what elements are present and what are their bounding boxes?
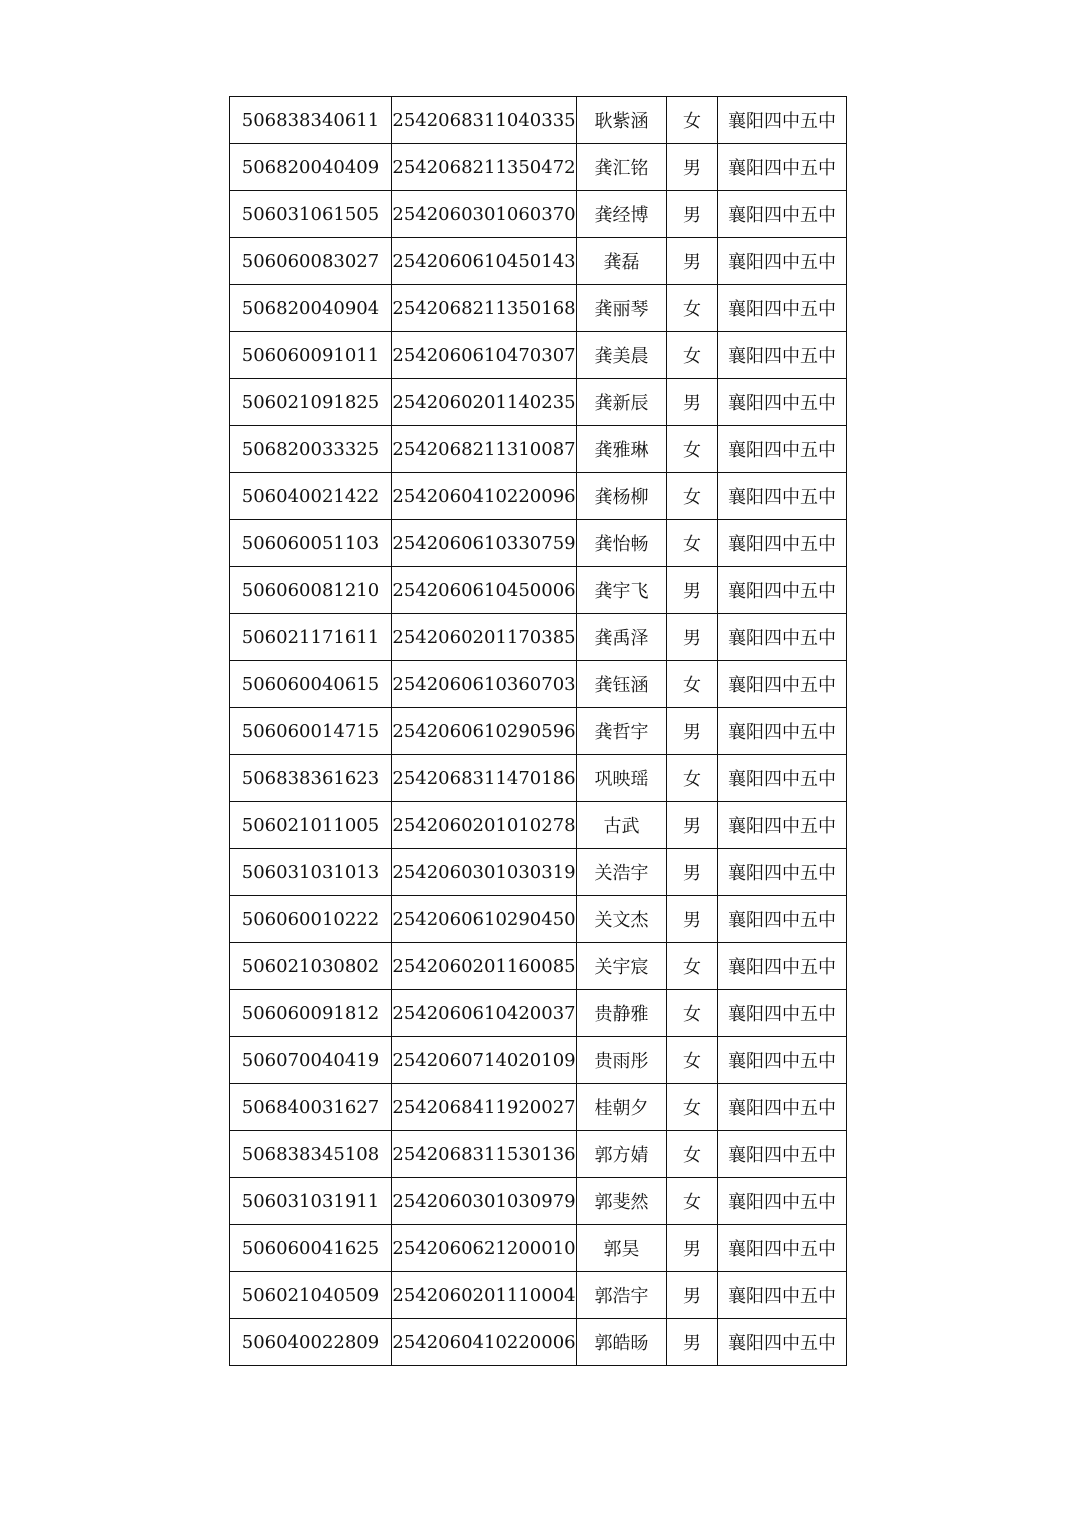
gender-cell: 男 bbox=[667, 1319, 718, 1366]
student-name-cell: 龚经博 bbox=[577, 191, 667, 238]
gender-cell: 女 bbox=[667, 1131, 718, 1178]
gender-cell: 女 bbox=[667, 943, 718, 990]
student-name-cell: 龚磊 bbox=[577, 238, 667, 285]
student-name-cell: 龚雅琳 bbox=[577, 426, 667, 473]
registration-number-cell: 2542060201170385 bbox=[392, 614, 577, 661]
registration-number-cell: 2542060410220006 bbox=[392, 1319, 577, 1366]
exam-number-cell: 506021171611 bbox=[230, 614, 392, 661]
gender-cell: 女 bbox=[667, 661, 718, 708]
exam-number-cell: 506838361623 bbox=[230, 755, 392, 802]
registration-number-cell: 2542060410220096 bbox=[392, 473, 577, 520]
exam-number-cell: 506021091825 bbox=[230, 379, 392, 426]
student-name-cell: 龚钰涵 bbox=[577, 661, 667, 708]
gender-cell: 男 bbox=[667, 802, 718, 849]
gender-cell: 男 bbox=[667, 896, 718, 943]
student-name-cell: 贵雨彤 bbox=[577, 1037, 667, 1084]
gender-cell: 男 bbox=[667, 1272, 718, 1319]
student-name-cell: 龚怡畅 bbox=[577, 520, 667, 567]
gender-cell: 男 bbox=[667, 1225, 718, 1272]
exam-number-cell: 506031061505 bbox=[230, 191, 392, 238]
student-name-cell: 耿紫涵 bbox=[577, 97, 667, 144]
school-cell: 襄阳四中五中 bbox=[718, 1037, 847, 1084]
student-name-cell: 郭浩宇 bbox=[577, 1272, 667, 1319]
table-row bbox=[230, 426, 847, 473]
table-row bbox=[230, 661, 847, 708]
exam-number-cell: 506060040615 bbox=[230, 661, 392, 708]
school-cell: 襄阳四中五中 bbox=[718, 191, 847, 238]
table-row bbox=[230, 379, 847, 426]
table-row bbox=[230, 97, 847, 144]
exam-number-cell: 506040021422 bbox=[230, 473, 392, 520]
table-row bbox=[230, 755, 847, 802]
table-row bbox=[230, 802, 847, 849]
exam-number-cell: 506040022809 bbox=[230, 1319, 392, 1366]
table-row bbox=[230, 1037, 847, 1084]
exam-number-cell: 506021011005 bbox=[230, 802, 392, 849]
exam-number-cell: 506820040904 bbox=[230, 285, 392, 332]
registration-number-cell: 2542068211350168 bbox=[392, 285, 577, 332]
student-name-cell: 龚宇飞 bbox=[577, 567, 667, 614]
gender-cell: 女 bbox=[667, 285, 718, 332]
table-row bbox=[230, 191, 847, 238]
school-cell: 襄阳四中五中 bbox=[718, 1272, 847, 1319]
school-cell: 襄阳四中五中 bbox=[718, 990, 847, 1037]
exam-number-cell: 506060091812 bbox=[230, 990, 392, 1037]
table-row bbox=[230, 1272, 847, 1319]
student-name-cell: 郭斐然 bbox=[577, 1178, 667, 1225]
student-name-cell: 巩映瑶 bbox=[577, 755, 667, 802]
school-cell: 襄阳四中五中 bbox=[718, 144, 847, 191]
table-row bbox=[230, 144, 847, 191]
school-cell: 襄阳四中五中 bbox=[718, 1178, 847, 1225]
gender-cell: 女 bbox=[667, 332, 718, 379]
school-cell: 襄阳四中五中 bbox=[718, 708, 847, 755]
gender-cell: 女 bbox=[667, 755, 718, 802]
student-name-cell: 关浩宇 bbox=[577, 849, 667, 896]
school-cell: 襄阳四中五中 bbox=[718, 849, 847, 896]
table-row bbox=[230, 473, 847, 520]
registration-number-cell: 2542068311530136 bbox=[392, 1131, 577, 1178]
table-row bbox=[230, 990, 847, 1037]
exam-number-cell: 506031031013 bbox=[230, 849, 392, 896]
table-row bbox=[230, 1084, 847, 1131]
school-cell: 襄阳四中五中 bbox=[718, 1084, 847, 1131]
gender-cell: 男 bbox=[667, 708, 718, 755]
registration-number-cell: 2542060301060370 bbox=[392, 191, 577, 238]
exam-number-cell: 506820033325 bbox=[230, 426, 392, 473]
gender-cell: 女 bbox=[667, 1084, 718, 1131]
student-name-cell: 郭昊 bbox=[577, 1225, 667, 1272]
registration-number-cell: 2542060610360703 bbox=[392, 661, 577, 708]
school-cell: 襄阳四中五中 bbox=[718, 473, 847, 520]
student-name-cell: 龚禹泽 bbox=[577, 614, 667, 661]
school-cell: 襄阳四中五中 bbox=[718, 285, 847, 332]
gender-cell: 女 bbox=[667, 473, 718, 520]
exam-number-cell: 506060083027 bbox=[230, 238, 392, 285]
school-cell: 襄阳四中五中 bbox=[718, 426, 847, 473]
gender-cell: 女 bbox=[667, 990, 718, 1037]
gender-cell: 男 bbox=[667, 567, 718, 614]
table-row bbox=[230, 1178, 847, 1225]
school-cell: 襄阳四中五中 bbox=[718, 1225, 847, 1272]
roster-body bbox=[230, 97, 847, 1366]
table-row bbox=[230, 1319, 847, 1366]
registration-number-cell: 2542068211310087 bbox=[392, 426, 577, 473]
registration-number-cell: 2542060201110004 bbox=[392, 1272, 577, 1319]
table-row bbox=[230, 1131, 847, 1178]
school-cell: 襄阳四中五中 bbox=[718, 802, 847, 849]
student-roster-table bbox=[229, 96, 847, 1366]
student-name-cell: 郭方婧 bbox=[577, 1131, 667, 1178]
exam-number-cell: 506820040409 bbox=[230, 144, 392, 191]
exam-number-cell: 506060014715 bbox=[230, 708, 392, 755]
student-name-cell: 古武 bbox=[577, 802, 667, 849]
student-name-cell: 龚丽琴 bbox=[577, 285, 667, 332]
school-cell: 襄阳四中五中 bbox=[718, 755, 847, 802]
exam-number-cell: 506070040419 bbox=[230, 1037, 392, 1084]
registration-number-cell: 2542060201160085 bbox=[392, 943, 577, 990]
registration-number-cell: 2542060610450006 bbox=[392, 567, 577, 614]
exam-number-cell: 506031031911 bbox=[230, 1178, 392, 1225]
gender-cell: 男 bbox=[667, 238, 718, 285]
registration-number-cell: 2542060610470307 bbox=[392, 332, 577, 379]
student-name-cell: 龚美晨 bbox=[577, 332, 667, 379]
exam-number-cell: 506060041625 bbox=[230, 1225, 392, 1272]
exam-number-cell: 506838345108 bbox=[230, 1131, 392, 1178]
exam-number-cell: 506838340611 bbox=[230, 97, 392, 144]
registration-number-cell: 2542068411920027 bbox=[392, 1084, 577, 1131]
exam-number-cell: 506060051103 bbox=[230, 520, 392, 567]
registration-number-cell: 2542060610330759 bbox=[392, 520, 577, 567]
school-cell: 襄阳四中五中 bbox=[718, 661, 847, 708]
student-name-cell: 龚哲宇 bbox=[577, 708, 667, 755]
school-cell: 襄阳四中五中 bbox=[718, 379, 847, 426]
school-cell: 襄阳四中五中 bbox=[718, 332, 847, 379]
table-row bbox=[230, 943, 847, 990]
exam-number-cell: 506021030802 bbox=[230, 943, 392, 990]
table-row bbox=[230, 708, 847, 755]
gender-cell: 女 bbox=[667, 1037, 718, 1084]
registration-number-cell: 2542060201010278 bbox=[392, 802, 577, 849]
registration-number-cell: 2542068311040335 bbox=[392, 97, 577, 144]
registration-number-cell: 2542060610450143 bbox=[392, 238, 577, 285]
school-cell: 襄阳四中五中 bbox=[718, 238, 847, 285]
gender-cell: 男 bbox=[667, 144, 718, 191]
registration-number-cell: 2542060621200010 bbox=[392, 1225, 577, 1272]
registration-number-cell: 2542068211350472 bbox=[392, 144, 577, 191]
registration-number-cell: 2542060610290596 bbox=[392, 708, 577, 755]
school-cell: 襄阳四中五中 bbox=[718, 520, 847, 567]
table-row bbox=[230, 896, 847, 943]
registration-number-cell: 2542060714020109 bbox=[392, 1037, 577, 1084]
table-row bbox=[230, 614, 847, 661]
table-row bbox=[230, 567, 847, 614]
school-cell: 襄阳四中五中 bbox=[718, 1131, 847, 1178]
student-name-cell: 桂朝夕 bbox=[577, 1084, 667, 1131]
table-row bbox=[230, 238, 847, 285]
student-name-cell: 龚新辰 bbox=[577, 379, 667, 426]
student-name-cell: 关宇宸 bbox=[577, 943, 667, 990]
gender-cell: 女 bbox=[667, 426, 718, 473]
school-cell: 襄阳四中五中 bbox=[718, 1319, 847, 1366]
exam-number-cell: 506021040509 bbox=[230, 1272, 392, 1319]
registration-number-cell: 2542068311470186 bbox=[392, 755, 577, 802]
student-name-cell: 龚杨柳 bbox=[577, 473, 667, 520]
exam-number-cell: 506060081210 bbox=[230, 567, 392, 614]
school-cell: 襄阳四中五中 bbox=[718, 943, 847, 990]
registration-number-cell: 2542060610290450 bbox=[392, 896, 577, 943]
registration-number-cell: 2542060301030319 bbox=[392, 849, 577, 896]
table-row bbox=[230, 332, 847, 379]
table-row bbox=[230, 285, 847, 332]
gender-cell: 男 bbox=[667, 614, 718, 661]
registration-number-cell: 2542060610420037 bbox=[392, 990, 577, 1037]
gender-cell: 男 bbox=[667, 191, 718, 238]
table-row bbox=[230, 849, 847, 896]
school-cell: 襄阳四中五中 bbox=[718, 567, 847, 614]
exam-number-cell: 506060010222 bbox=[230, 896, 392, 943]
student-name-cell: 龚汇铭 bbox=[577, 144, 667, 191]
gender-cell: 男 bbox=[667, 849, 718, 896]
registration-number-cell: 2542060201140235 bbox=[392, 379, 577, 426]
table-row bbox=[230, 1225, 847, 1272]
gender-cell: 男 bbox=[667, 379, 718, 426]
school-cell: 襄阳四中五中 bbox=[718, 896, 847, 943]
registration-number-cell: 2542060301030979 bbox=[392, 1178, 577, 1225]
gender-cell: 女 bbox=[667, 520, 718, 567]
gender-cell: 女 bbox=[667, 1178, 718, 1225]
student-name-cell: 贵静雅 bbox=[577, 990, 667, 1037]
school-cell: 襄阳四中五中 bbox=[718, 614, 847, 661]
table-row bbox=[230, 520, 847, 567]
exam-number-cell: 506060091011 bbox=[230, 332, 392, 379]
student-name-cell: 郭皓旸 bbox=[577, 1319, 667, 1366]
gender-cell: 女 bbox=[667, 97, 718, 144]
school-cell: 襄阳四中五中 bbox=[718, 97, 847, 144]
student-name-cell: 关文杰 bbox=[577, 896, 667, 943]
exam-number-cell: 506840031627 bbox=[230, 1084, 392, 1131]
